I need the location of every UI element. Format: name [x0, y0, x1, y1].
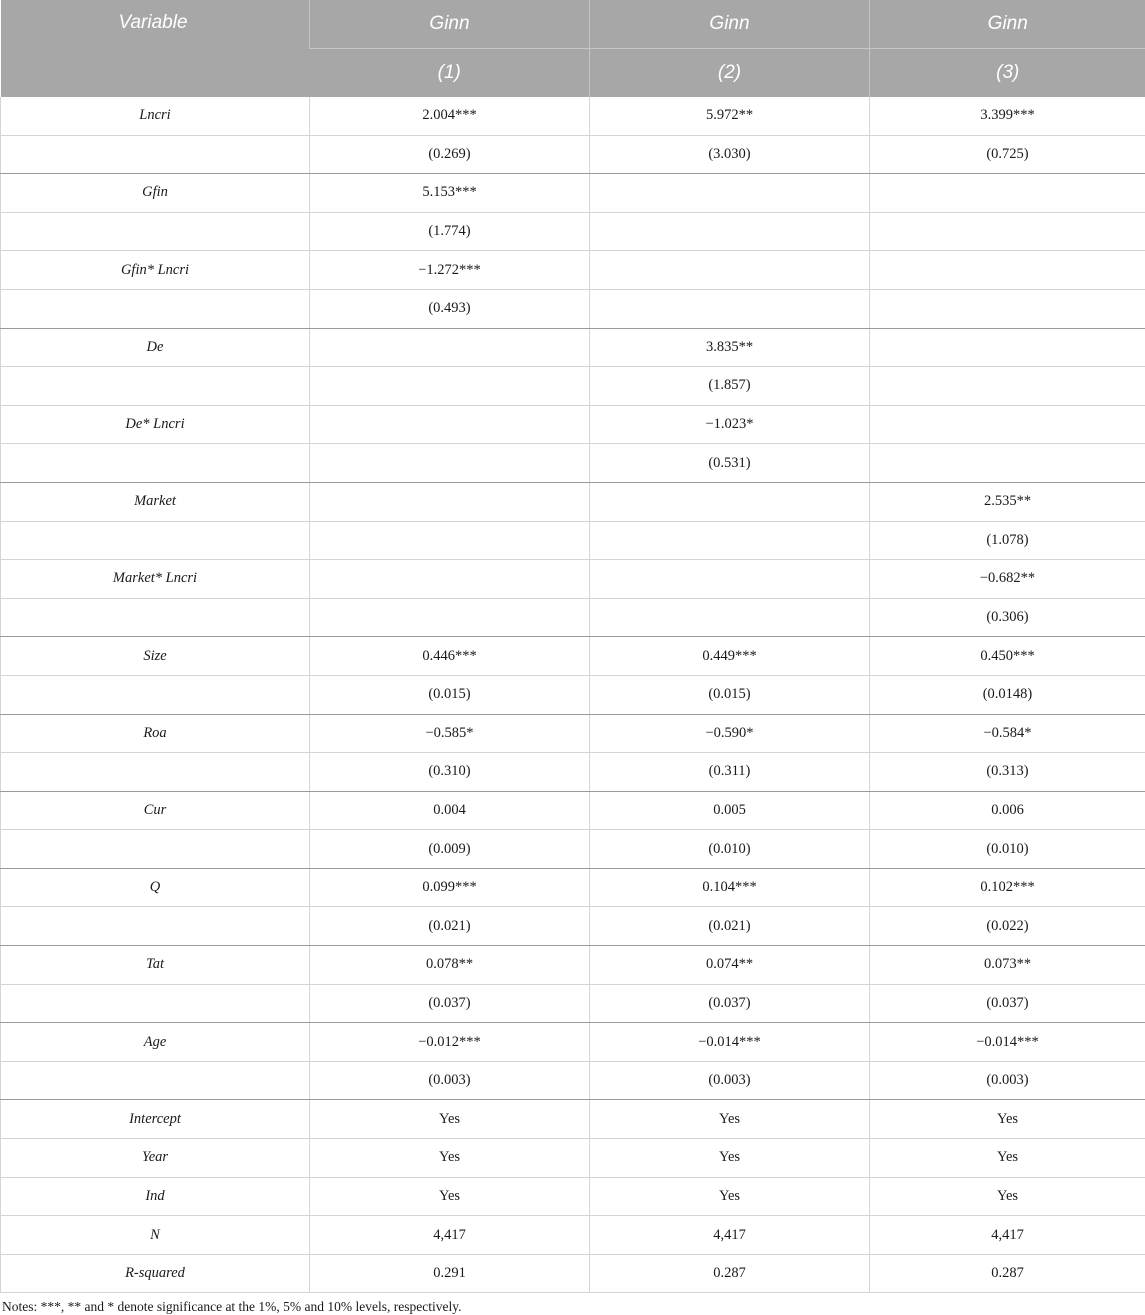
value-cell-model-2: 0.074** — [590, 946, 870, 985]
table-row — [1, 1100, 1145, 1139]
value-cell-model-1: (0.021) — [310, 907, 590, 946]
value-cell-model-2 — [590, 251, 870, 290]
table-notes: Notes: ***, ** and * denote significance at the 1%, 5% and 10% levels, respectively. — [0, 1293, 1145, 1315]
value-cell-model-3: (1.078) — [870, 521, 1145, 560]
value-cell-model-3: (0.037) — [870, 984, 1145, 1023]
value-cell-model-3: (0.003) — [870, 1061, 1145, 1100]
value-cell-model-3: 0.073** — [870, 946, 1145, 985]
value-cell-model-3 — [870, 251, 1145, 290]
variable-cell: De — [1, 328, 310, 367]
value-cell-model-1 — [310, 367, 590, 406]
dependent-var-header-3: Ginn — [870, 0, 1145, 49]
value-cell-model-3 — [870, 405, 1145, 444]
value-cell-model-1: 0.099*** — [310, 868, 590, 907]
value-cell-model-3 — [870, 367, 1145, 406]
table-row — [1, 174, 1145, 213]
table-body — [1, 97, 1145, 1293]
variable-cell: De* Lncri — [1, 405, 310, 444]
variable-cell: Lncri — [1, 97, 310, 135]
variable-cell — [1, 289, 310, 328]
table-row — [1, 328, 1145, 367]
variable-cell: Cur — [1, 791, 310, 830]
value-cell-model-3: (0.0148) — [870, 675, 1145, 714]
variable-cell — [1, 444, 310, 483]
value-cell-model-3: Yes — [870, 1177, 1145, 1216]
value-cell-model-3: (0.010) — [870, 830, 1145, 869]
value-cell-model-1: 0.446*** — [310, 637, 590, 676]
value-cell-model-1: −1.272*** — [310, 251, 590, 290]
value-cell-model-1 — [310, 444, 590, 483]
variable-cell: Q — [1, 868, 310, 907]
table-row — [1, 714, 1145, 753]
value-cell-model-2 — [590, 212, 870, 251]
table-row — [1, 251, 1145, 290]
value-cell-model-2: 0.005 — [590, 791, 870, 830]
value-cell-model-2: (0.010) — [590, 830, 870, 869]
value-cell-model-3: (0.306) — [870, 598, 1145, 637]
value-cell-model-3: 2.535** — [870, 482, 1145, 521]
table-row — [1, 97, 1145, 135]
value-cell-model-2: (0.015) — [590, 675, 870, 714]
table-row — [1, 907, 1145, 946]
variable-cell — [1, 135, 310, 174]
variable-cell: N — [1, 1216, 310, 1255]
variable-cell: Year — [1, 1139, 310, 1178]
value-cell-model-1 — [310, 482, 590, 521]
table-row — [1, 675, 1145, 714]
variable-cell: Tat — [1, 946, 310, 985]
value-cell-model-3: 0.450*** — [870, 637, 1145, 676]
value-cell-model-2: (0.003) — [590, 1061, 870, 1100]
value-cell-model-1: Yes — [310, 1177, 590, 1216]
value-cell-model-2: 4,417 — [590, 1216, 870, 1255]
value-cell-model-2: −0.014*** — [590, 1023, 870, 1062]
value-cell-model-2: −0.590* — [590, 714, 870, 753]
table-row — [1, 405, 1145, 444]
value-cell-model-3: 3.399*** — [870, 97, 1145, 135]
value-cell-model-1 — [310, 405, 590, 444]
value-cell-model-1: Yes — [310, 1100, 590, 1139]
value-cell-model-2: (1.857) — [590, 367, 870, 406]
value-cell-model-3: (0.313) — [870, 753, 1145, 792]
table-row — [1, 444, 1145, 483]
value-cell-model-1: 4,417 — [310, 1216, 590, 1255]
value-cell-model-2: Yes — [590, 1139, 870, 1178]
value-cell-model-1: 2.004*** — [310, 97, 590, 135]
value-cell-model-3 — [870, 444, 1145, 483]
value-cell-model-1: (1.774) — [310, 212, 590, 251]
table-row — [1, 289, 1145, 328]
table-row — [1, 984, 1145, 1023]
variable-header: Variable — [1, 0, 310, 97]
variable-cell — [1, 907, 310, 946]
value-cell-model-1: (0.003) — [310, 1061, 590, 1100]
value-cell-model-2: Yes — [590, 1100, 870, 1139]
variable-cell: Gfin* Lncri — [1, 251, 310, 290]
value-cell-model-3 — [870, 328, 1145, 367]
value-cell-model-1 — [310, 560, 590, 599]
variable-cell — [1, 212, 310, 251]
table-row — [1, 1061, 1145, 1100]
variable-cell — [1, 675, 310, 714]
value-cell-model-2 — [590, 521, 870, 560]
value-cell-model-2: (0.037) — [590, 984, 870, 1023]
value-cell-model-2 — [590, 598, 870, 637]
value-cell-model-3: Yes — [870, 1139, 1145, 1178]
value-cell-model-2: (3.030) — [590, 135, 870, 174]
value-cell-model-1: 5.153*** — [310, 174, 590, 213]
table-row — [1, 1023, 1145, 1062]
variable-cell: Size — [1, 637, 310, 676]
value-cell-model-3: (0.725) — [870, 135, 1145, 174]
value-cell-model-3: (0.022) — [870, 907, 1145, 946]
variable-cell — [1, 598, 310, 637]
table-row — [1, 1139, 1145, 1178]
dependent-var-header-2: Ginn — [590, 0, 870, 49]
table-row — [1, 1216, 1145, 1255]
table-row — [1, 637, 1145, 676]
value-cell-model-2: (0.021) — [590, 907, 870, 946]
variable-cell: R-squared — [1, 1254, 310, 1293]
variable-cell: Ind — [1, 1177, 310, 1216]
value-cell-model-2: 3.835** — [590, 328, 870, 367]
value-cell-model-3: Yes — [870, 1100, 1145, 1139]
value-cell-model-2 — [590, 174, 870, 213]
value-cell-model-1: 0.078** — [310, 946, 590, 985]
table-row — [1, 1254, 1145, 1293]
value-cell-model-2 — [590, 560, 870, 599]
table-row — [1, 753, 1145, 792]
table-row — [1, 367, 1145, 406]
value-cell-model-3: 0.006 — [870, 791, 1145, 830]
table-row — [1, 946, 1145, 985]
value-cell-model-1: 0.291 — [310, 1254, 590, 1293]
value-cell-model-1: 0.004 — [310, 791, 590, 830]
variable-cell: Intercept — [1, 1100, 310, 1139]
value-cell-model-2: Yes — [590, 1177, 870, 1216]
value-cell-model-1: (0.015) — [310, 675, 590, 714]
model-number-3: (3) — [870, 49, 1145, 98]
value-cell-model-1: (0.269) — [310, 135, 590, 174]
table-row — [1, 1177, 1145, 1216]
model-number-2: (2) — [590, 49, 870, 98]
table-row — [1, 135, 1145, 174]
value-cell-model-2: 0.104*** — [590, 868, 870, 907]
variable-cell: Market — [1, 482, 310, 521]
table-row — [1, 868, 1145, 907]
variable-cell — [1, 830, 310, 869]
dependent-var-header-1: Ginn — [310, 0, 590, 49]
value-cell-model-2 — [590, 482, 870, 521]
value-cell-model-2: (0.311) — [590, 753, 870, 792]
value-cell-model-3: −0.014*** — [870, 1023, 1145, 1062]
table-row — [1, 560, 1145, 599]
variable-cell: Age — [1, 1023, 310, 1062]
value-cell-model-2: (0.531) — [590, 444, 870, 483]
value-cell-model-1 — [310, 328, 590, 367]
value-cell-model-1: (0.037) — [310, 984, 590, 1023]
value-cell-model-3: 0.287 — [870, 1254, 1145, 1293]
value-cell-model-1: (0.310) — [310, 753, 590, 792]
value-cell-model-2: 0.287 — [590, 1254, 870, 1293]
table-header — [1, 0, 1145, 97]
table-row — [1, 482, 1145, 521]
variable-cell: Market* Lncri — [1, 560, 310, 599]
value-cell-model-3 — [870, 289, 1145, 328]
table-row — [1, 791, 1145, 830]
value-cell-model-2: 0.449*** — [590, 637, 870, 676]
value-cell-model-1 — [310, 598, 590, 637]
variable-cell — [1, 367, 310, 406]
value-cell-model-3: 0.102*** — [870, 868, 1145, 907]
value-cell-model-1: Yes — [310, 1139, 590, 1178]
value-cell-model-3: −0.584* — [870, 714, 1145, 753]
value-cell-model-1: (0.493) — [310, 289, 590, 328]
variable-cell — [1, 1061, 310, 1100]
variable-cell: Gfin — [1, 174, 310, 213]
variable-cell — [1, 521, 310, 560]
variable-cell — [1, 753, 310, 792]
value-cell-model-3: −0.682** — [870, 560, 1145, 599]
value-cell-model-2: 5.972** — [590, 97, 870, 135]
value-cell-model-1: −0.585* — [310, 714, 590, 753]
value-cell-model-1 — [310, 521, 590, 560]
value-cell-model-1: −0.012*** — [310, 1023, 590, 1062]
value-cell-model-1: (0.009) — [310, 830, 590, 869]
table-row — [1, 521, 1145, 560]
model-number-1: (1) — [310, 49, 590, 98]
table-row — [1, 212, 1145, 251]
value-cell-model-3 — [870, 212, 1145, 251]
value-cell-model-3 — [870, 174, 1145, 213]
value-cell-model-2 — [590, 289, 870, 328]
value-cell-model-3: 4,417 — [870, 1216, 1145, 1255]
variable-cell — [1, 984, 310, 1023]
value-cell-model-2: −1.023* — [590, 405, 870, 444]
table-row — [1, 830, 1145, 869]
table-row — [1, 598, 1145, 637]
variable-cell: Roa — [1, 714, 310, 753]
